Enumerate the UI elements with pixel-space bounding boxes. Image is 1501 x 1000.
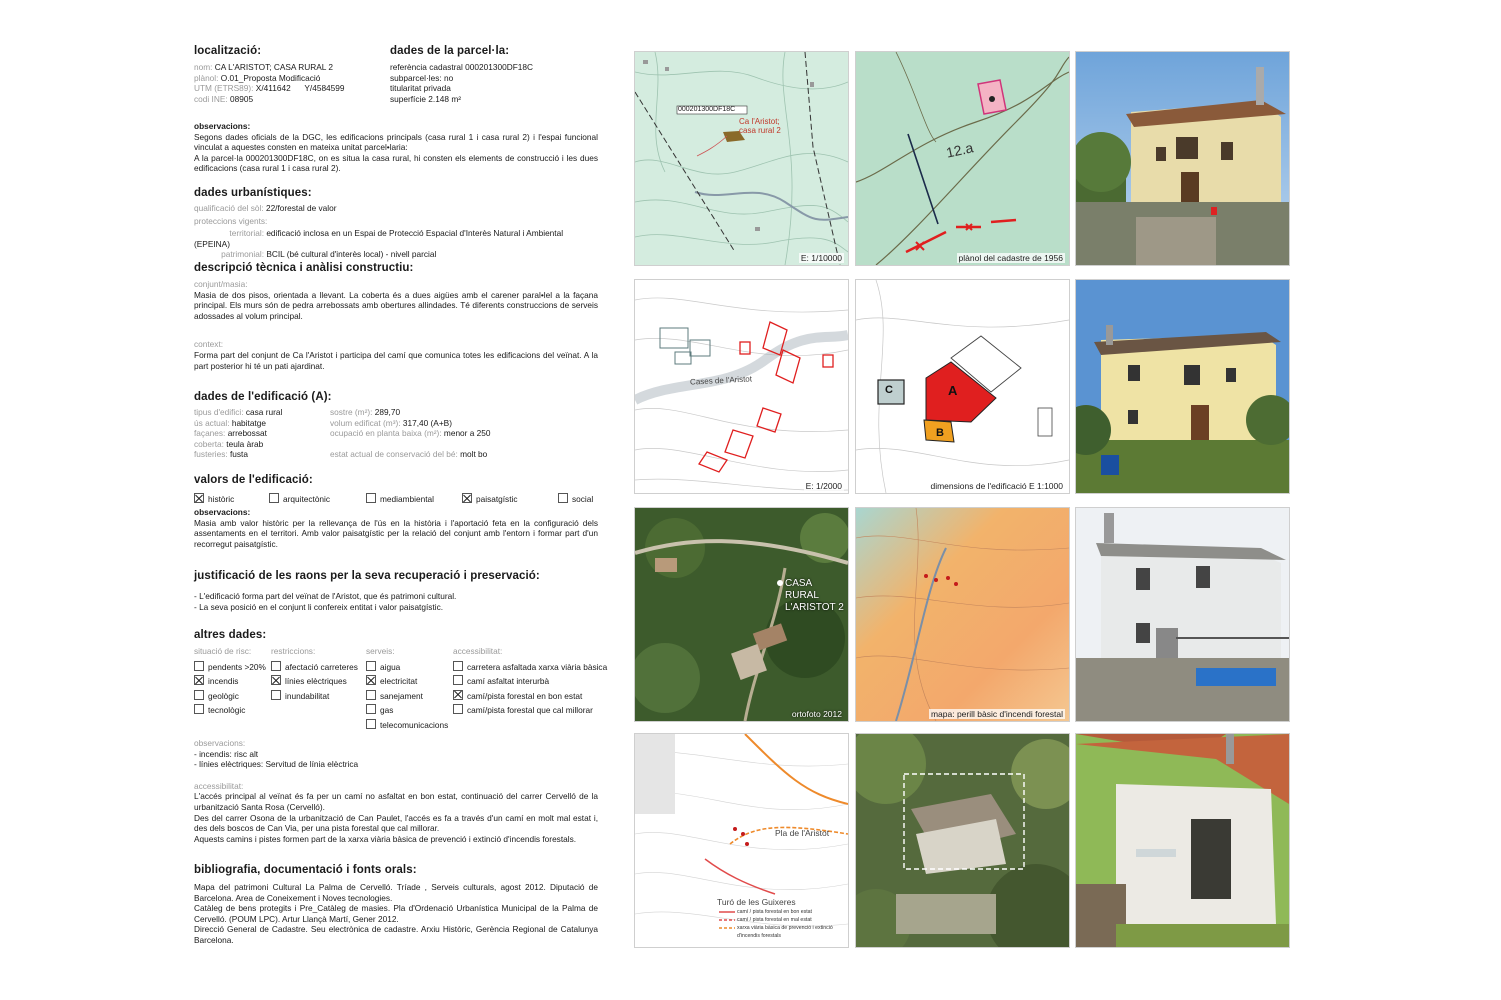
building-c-label: C <box>885 384 893 396</box>
checkbox-icon <box>194 704 204 714</box>
restr-carreteres[interactable]: afectació carreteres <box>271 661 371 673</box>
serv-electricitat[interactable]: electricitat <box>366 675 456 687</box>
ocupacio-label: ocupació en planta baixa (m²): <box>330 428 442 439</box>
checkbox-checked-icon <box>194 493 204 503</box>
conjunt-label: conjunt/masia: <box>194 279 248 289</box>
valor-mediambiental[interactable]: mediambiental <box>366 493 434 505</box>
acc-pista-bon-estat[interactable]: camí/pista forestal en bon estat <box>453 690 618 702</box>
context-text: Forma part del conjunt de Ca l'Aristot i participa del camí que comunica totes les edificacions del veïnat. A la part posterior hi té un pati ajardinat. <box>194 349 598 371</box>
acc-carretera[interactable]: carretera asfaltada xarxa viària bàsica <box>453 661 618 673</box>
photo-facade-front-drawing <box>1076 52 1289 265</box>
aerial-oblique-photo <box>855 733 1070 948</box>
ine-value: 08905 <box>229 93 254 104</box>
localitzacio-title: localització: <box>194 45 262 57</box>
access-map <box>634 733 849 948</box>
valors-obs-title: observacions: <box>194 507 251 517</box>
utm-label: UTM (ETRS89): <box>194 83 254 94</box>
accessibilitat-head: accessibilitat: <box>453 646 503 656</box>
altres-observacions <box>194 738 598 844</box>
fusteries-label: fusteries: <box>194 449 228 460</box>
territorial-value: edificació inclosa en un Espai de Protecció Espacial d'Interès Natural i Ambiental (EPEINA) <box>194 228 564 249</box>
checkbox-icon <box>194 690 204 700</box>
checkbox-checked-icon <box>366 675 376 685</box>
nom-label: nom: <box>194 62 213 72</box>
biblio-p3: Direcció General de Cadastre. Seu electrònica de cadastre. Arxiu Històric, Gerència Regional de Catalunya Barcelona. <box>194 924 598 945</box>
valor-paisatgistic[interactable]: paisatgístic <box>462 493 518 505</box>
urbanistiques-title: dades urbanístiques: <box>194 187 312 199</box>
facanes-value: arrebossat <box>227 428 267 439</box>
bibliografia-block <box>194 882 598 946</box>
dimensions-plan <box>855 279 1070 494</box>
urban-plan-scale: E: 1/2000 <box>805 481 842 491</box>
utm-value: X/411642 Y/4584599 <box>255 83 345 94</box>
photo-backyard <box>1075 733 1290 948</box>
justificacio-title: justificació de les raons per la seva recuperació i preservació: <box>194 570 540 582</box>
altres-obs-label: observacions: <box>194 738 246 748</box>
volum-label: volum edificat (m³): <box>330 417 401 428</box>
altres-obs-line-1: - incendis: risc alt <box>194 748 259 759</box>
access-place-label-2: Turó de les Guixeres <box>717 897 796 907</box>
checkbox-icon <box>366 493 376 503</box>
restriccions-column <box>271 646 371 701</box>
photo-backyard-drawing <box>1076 734 1289 947</box>
coberta-label: coberta: <box>194 438 224 449</box>
orthophoto-caption: ortofoto 2012 <box>791 709 842 719</box>
valors-obs-text: Masia amb valor històric per la rellevança de l'ús en la història i l'aportació feta en la configuració dels assentaments en el territori. Amb valor paisatgístic per la relació del conjunt amb l'entorn i formar part d'un recorregut paisatgístic. <box>194 517 598 549</box>
altres-acc-p3: Aquests camins i pistes formen part de la xarxa viària bàsica de prevenció i extinció d'incendis forestals. <box>194 833 577 844</box>
serv-sanejament[interactable]: sanejament <box>366 690 456 702</box>
cadastre-ref-label: 000201300DF18C <box>678 106 736 113</box>
acc-cami-asfaltat[interactable]: camí asfaltat interurbà <box>453 675 618 687</box>
conjunt-text: Masia de dos pisos, orientada a llevant. La coberta és a dues aigües amb el carener paral•lel a la façana principal. Els murs són de pedra arrebossats amb obertures allindades. Té diferents construccions de serveis adossades al volum principal. <box>194 289 598 321</box>
restriccions-head: restriccions: <box>271 646 316 656</box>
parcela-sup: superfície 2.148 m² <box>390 93 462 104</box>
fire-hazard-map <box>855 507 1070 722</box>
localitzacio-block <box>194 62 394 104</box>
checkbox-icon <box>194 661 204 671</box>
restr-linies[interactable]: línies elèctriques <box>271 675 371 687</box>
accessibilitat-column <box>453 646 618 716</box>
serv-gas[interactable]: gas <box>366 704 456 716</box>
risc-incendis[interactable]: incendis <box>194 675 274 687</box>
ocupacio-value: menor a 250 <box>443 428 491 439</box>
serveis-head: serveis: <box>366 646 395 656</box>
urbanistiques-block <box>194 203 598 260</box>
parcela-tit: titularitat privada <box>390 83 451 94</box>
altres-acc-p1: L'accés principal al veïnat és fa per un camí no asfaltat en bon estat, continuació del carrer Cervelló de la urbanització Santa Rosa (Cervelló). <box>194 791 598 812</box>
proteccions-label: proteccions vigents: <box>194 215 268 226</box>
acc-pista-millorar[interactable]: camí/pista forestal que cal millorar <box>453 704 618 716</box>
valors-title: valors de l'edificació: <box>194 474 313 486</box>
tipus-value: casa rural <box>245 407 283 417</box>
bibliografia-title: bibliografia, documentació i fonts orals: <box>194 864 417 876</box>
valors-observacions <box>194 507 598 549</box>
planol-value: O.01_Proposta Modificació <box>220 72 321 83</box>
situation-label: Ca l'Aristot; casa rural 2 <box>739 117 781 135</box>
patrimonial-label: patrimonial: <box>221 249 264 260</box>
fusteries-value: fusta <box>229 449 248 460</box>
biblio-p2: Catàleg de bens protegits i Pre_Catàleg de masies. Pla d'Ordenació Urbanística Municipal de la Palma de Cervelló. (POUM LPC). Artur Llançà Martí, Gener 2012. <box>194 903 598 924</box>
orthophoto-label: CASA RURAL L'ARISTOT 2 <box>785 578 844 613</box>
situation-map-drawing <box>635 52 848 265</box>
descripcio-block <box>194 279 598 371</box>
checkbox-icon <box>453 661 463 671</box>
street-label: Cases de l'Aristot <box>689 374 753 387</box>
tipus-label: tipus d'edifici: <box>194 407 244 417</box>
checkbox-icon <box>453 704 463 714</box>
observacions-text-2: A la parcel·la 000201300DF18C, on es situa la casa rural, hi consten els elements de construcció i les dues edificacions (casa rural 1 i casa rural 2). <box>194 152 598 174</box>
estat-label: estat actual de conservació del bé: <box>330 449 458 460</box>
dimensions-caption: dimensions de l'edificació E 1:1000 <box>930 481 1063 491</box>
facanes-label: façanes: <box>194 428 226 439</box>
checkbox-icon <box>269 493 279 503</box>
serv-aigua[interactable]: aigua <box>366 661 456 673</box>
urban-plan-map <box>634 279 849 494</box>
observacions-text: Segons dades oficials de la DGC, les edificacions principals (casa rural 1 i casa rural 2) i l'espai funcional vinculat a aquestes consten en mateixa unitat parcel•laria: <box>194 131 598 153</box>
valors-checkboxes <box>194 493 604 505</box>
aerial-oblique-drawing <box>856 734 1069 947</box>
fire-hazard-drawing <box>856 508 1069 721</box>
observacions-title: observacions: <box>194 121 251 131</box>
checkbox-checked-icon <box>462 493 472 503</box>
estat-value: molt bo <box>460 449 488 460</box>
photo-rear-facade-drawing <box>1076 508 1289 721</box>
parcela-sub: subparcel·les: no <box>390 72 454 83</box>
access-legend: camí / pista forestal en bon estat camí / pista forestal en mal estat xarxa viària bàsica de prevenció i extinció d'incendis forestals <box>737 909 833 939</box>
observacions-block <box>194 121 598 174</box>
checkbox-checked-icon <box>453 690 463 700</box>
edificacio-left <box>194 407 334 460</box>
justificacio-line-1: - L'edificació forma part del veïnat de l'Aristot, que és patrimoni cultural. <box>194 591 457 601</box>
checkbox-checked-icon <box>271 675 281 685</box>
edificacio-title: dades de l'edificació (A): <box>194 391 332 403</box>
serveis-column <box>366 646 456 731</box>
urban-plan-drawing <box>635 280 848 493</box>
situation-map-scale: E: 1/10000 <box>800 253 842 263</box>
parcela-block <box>390 62 600 104</box>
checkbox-icon <box>558 493 568 503</box>
altres-title: altres dades: <box>194 629 267 641</box>
risc-geologic[interactable]: geològic <box>194 690 274 702</box>
altres-grid <box>194 646 614 736</box>
risc-head: situació de risc: <box>194 646 252 656</box>
justificacio-line-2: - La seva posició en el conjunt li confereix entitat i valor paisatgístic. <box>194 601 444 612</box>
checkbox-icon <box>271 661 281 671</box>
checkbox-icon <box>366 719 376 729</box>
photo-rear-facade <box>1075 507 1290 722</box>
access-place-label-1: Pla de l'Aristot <box>775 828 830 838</box>
checkbox-checked-icon <box>194 675 204 685</box>
territorial-label: territorial: <box>229 228 264 239</box>
checkbox-icon <box>453 675 463 685</box>
parcela-title: dades de la parcel·la: <box>390 45 510 57</box>
justificacio-block <box>194 591 598 612</box>
serv-telecom[interactable]: telecomunicacions <box>366 719 456 731</box>
cadastre-1956-map <box>855 51 1070 266</box>
orthophoto <box>634 507 849 722</box>
risc-pendents[interactable]: pendents >20% <box>194 661 274 673</box>
restr-inundabilitat[interactable]: inundabilitat <box>271 690 371 702</box>
checkbox-icon <box>366 704 376 714</box>
qualificacio-label: qualificació del sòl: <box>194 203 264 213</box>
risc-column <box>194 646 274 716</box>
building-b-label: B <box>936 427 944 439</box>
cadastre-1956-drawing <box>856 52 1069 265</box>
altres-acc-p2: Des del carrer Osona de la urbanització de Can Paulet, l'accés es fa a través d'un camí en molt mal estat i, des dels boscos de Can Via, per una pista forestal que cal millorar. <box>194 812 598 834</box>
valor-social[interactable]: social <box>558 493 593 505</box>
descripcio-title: descripció tècnica i anàlisi constructiu: <box>194 262 414 274</box>
parcela-ref: referència cadastral 000201300DF18C <box>390 62 533 72</box>
biblio-p1: Mapa del patrimoni Cultural La Palma de Cervelló. Tríade , Serveis culturals, agost 2012. Diputació de Barcelona. Area de Coneixement i Noves tecnologies. <box>194 882 598 903</box>
building-a-label: A <box>948 383 958 398</box>
cadastre-1956-caption: plànol del cadastre de 1956 <box>958 253 1063 263</box>
us-label: ús actual: <box>194 417 230 428</box>
ine-label: codi INE: <box>194 93 228 104</box>
orthophoto-drawing <box>635 508 848 721</box>
nom-value: CA L'ARISTOT; CASA RURAL 2 <box>214 62 334 72</box>
situation-map <box>634 51 849 266</box>
patrimonial-value: BCIL (bé cultural d'interès local) - nivell parcial <box>266 249 437 260</box>
photo-facade-garden <box>1075 279 1290 494</box>
altres-obs-line-2: - línies elèctriques: Servitud de línia elèctrica <box>194 759 359 770</box>
photo-facade-front <box>1075 51 1290 266</box>
planol-label: plànol: <box>194 72 219 83</box>
parcel-number-label: 12.a <box>944 139 975 161</box>
volum-value: 317,40 (A+B) <box>402 417 452 428</box>
us-value: habitatge <box>231 417 266 428</box>
valor-historic[interactable]: històric <box>194 493 234 505</box>
checkbox-icon <box>366 661 376 671</box>
coberta-value: teula àrab <box>226 438 264 449</box>
sostre-label: sostre (m²): <box>330 407 373 417</box>
context-label: context: <box>194 339 224 350</box>
altres-acc-label: accessibilitat: <box>194 780 244 791</box>
checkbox-icon <box>366 690 376 700</box>
fire-hazard-caption: mapa: perill bàsic d'incendi forestal <box>930 709 1063 719</box>
edificacio-right <box>330 407 600 460</box>
valor-arquitectonic[interactable]: arquitectònic <box>269 493 330 505</box>
risc-tecnologic[interactable]: tecnològic <box>194 704 274 716</box>
qualificacio-value: 22/forestal de valor <box>265 203 337 213</box>
sostre-value: 289,70 <box>374 407 401 417</box>
checkbox-icon <box>271 690 281 700</box>
photo-facade-garden-drawing <box>1076 280 1289 493</box>
